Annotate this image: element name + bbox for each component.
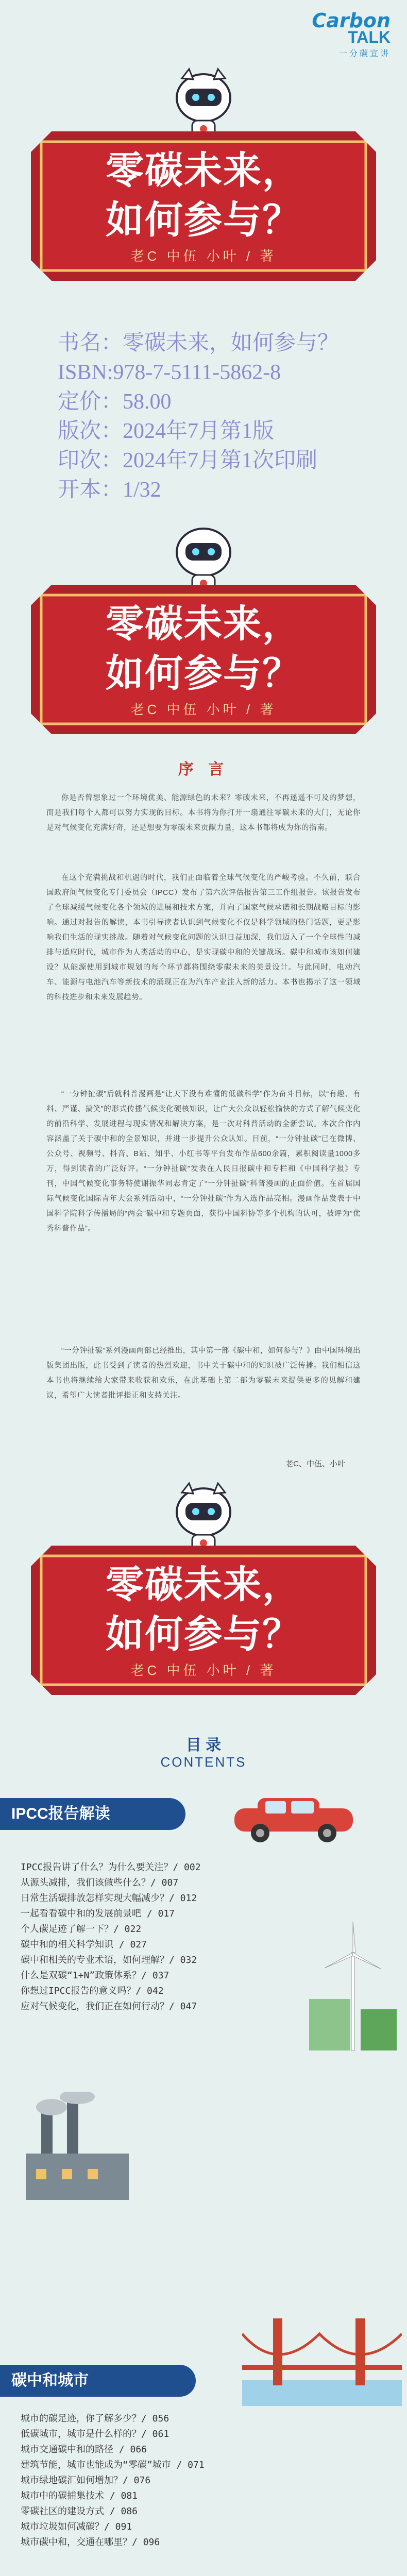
toc-title: 目 录 bbox=[185, 1737, 222, 1754]
book-authors: 老C 中伍 小叶 / 著 bbox=[130, 248, 277, 264]
factory-illustration bbox=[15, 2092, 144, 2205]
preface-paragraph-4: “一分钟扯碳”系列漫画两部已经推出，其中第一部《碳中和，如何参与？》由中国环境出版集团出版，此书受到了读者的热烈欢迎，书中关于碳中和的知识被广泛传播。我们相信这本书也将继续给大家带来收获和欢乐，在此基础上第二部为零碳未来提供更多的见解和建议，希望广大读者批评指正和支持关注。 bbox=[46, 1347, 361, 1400]
info-isbn: ISBN:978-7-5111-5862-8 bbox=[58, 361, 281, 384]
toc-item[interactable]: 个人碳足迹了解一下？/ 022 bbox=[21, 1924, 142, 1935]
preface-title-banner bbox=[31, 585, 376, 734]
info-format: 开本：1/32 bbox=[58, 478, 161, 502]
book-title-line2: 如何参与？ bbox=[106, 198, 301, 242]
bridge-illustration bbox=[242, 2303, 402, 2406]
toc-item[interactable]: 你想过IPCC报告的意义吗？/ 042 bbox=[21, 1986, 164, 1996]
toc-item[interactable]: 从源头减排，我们该做些什么？/ 007 bbox=[21, 1877, 179, 1888]
preface-paragraph-2: 在这个充满挑战和机遇的时代，我们正面临着全球气候变化的严峻考验。不久前，联合国政府间气候变化专门委员会（IPCC）发布了第六次评估报告第三工作组报告。该报告发布了全球减缓气候变化各个领域的进展和技术方案，并向了国家气候承诺和长期战略目标的影响。通过对报告的解读，本书引导读者认识到气候变化不仅是科学领域的热门话题，更是影响我们生活的现实挑战。随着对气候变化问题的认识日益加深，我们迈入了一个全球性的减排与适应时代，城市作为人类活动的中心，是实现碳中和的关键战场。碳中和城市该如何建设？从能源使用到城市规划的每个环节都将围绕零碳未来的美景设计。与此同时，电动汽车、能源与电池汽车等新技术的涌现正在为汽车产业注入新的活力。本书也揭示了这一领域的科技进步和未来发展趋势。 bbox=[46, 874, 361, 1002]
toc-item[interactable]: 城市垃圾如何减碳？/ 091 bbox=[21, 2521, 132, 2532]
book-title-line2: 如何参与？ bbox=[106, 651, 301, 696]
preface-paragraph-1: 你是否曾想象过一个环境优美、能源绿色的未来？零碳未来，不再遥遥不可及的梦想，而是我们每个人都可以努力实现的目标。本书将为你打开一扇通往零碳未来的大门，无论你是对气候变化充满好奇，还是想要为零碳未来贡献力量，这本书都将成为你的指南。 bbox=[46, 794, 361, 832]
toc-item[interactable]: 一起看看碳中和的发展前景吧 / 017 bbox=[21, 1908, 175, 1919]
info-title: 书名：零碳未来，如何参与？ bbox=[58, 331, 340, 355]
toc-item[interactable]: 碳中和的相关科学知识 / 027 bbox=[21, 1939, 147, 1950]
toc-item[interactable]: 城市中的碳捕集技术 / 081 bbox=[21, 2490, 138, 2501]
preface-title: 序 言 bbox=[178, 761, 229, 778]
brand-logo bbox=[312, 9, 391, 59]
toc-item[interactable]: 零碳社区的建设方式 / 086 bbox=[21, 2506, 138, 2517]
book-info bbox=[58, 329, 339, 505]
toc-item[interactable]: 城市的碳足迹，你了解多少？/ 056 bbox=[21, 2413, 169, 2424]
book-title-line1: 零碳未来， bbox=[106, 602, 301, 646]
cover-title-banner bbox=[31, 131, 376, 281]
info-edition: 版次：2024年7月第1版 bbox=[58, 419, 275, 443]
book-authors: 老C 中伍 小叶 / 著 bbox=[130, 1663, 277, 1678]
toc-item[interactable]: 城市交通碳中和的路径 / 066 bbox=[21, 2444, 147, 2455]
preface-signature: 老C、中伍、小叶 bbox=[285, 1460, 345, 1468]
toc-item[interactable]: 城市绿地碳汇如何增加？/ 076 bbox=[21, 2475, 151, 2486]
section-header-ipcc: IPCC报告解读 bbox=[0, 1798, 185, 1830]
contents-title-banner bbox=[31, 1546, 376, 1695]
logo-line2: TALK bbox=[348, 28, 391, 46]
logo-line1: Carbon bbox=[312, 9, 391, 32]
toc-item[interactable]: 碳中和相关的专业术语，如何理解？/ 032 bbox=[21, 1955, 197, 1965]
preface-paragraph-3: “一分钟扯碳”后就科普漫画是“让天下没有难懂的低碳科学”作为奋斗目标，以“有趣、有料、严谨、搞笑”的形式传播气候变化硬核知识，让广大公众以轻松愉快的方式了解气候变化的前沿科学、发展进程与现实情况和解决方案，是一次对科普活动的全新尝试。本次合作内容涵盖了关于碳中和的全景知识，并进一步提升公众认知。目前，“一分钟扯碳”已在微博、公众号、视频号、抖音、B站、知乎、小红书等平台发布作品600余篇，累积阅读量1000多万，得到读者的广泛好评。“一分钟扯碳”发表在人民日报碳中和专栏和《中国科学报》专刊，中国气候变化事务特使谢振华同志肯定了“一分钟扯碳”科普漫画的正面价值。在首届国际气候变化国际青年大会系列活动中，“一分钟扯碳”作为入选作品亮相。漫画作品发表于中国科学院科学传播局的“两会”碳中和专题页面，获得中国科协等多个机构的认可，被评为“优秀科普作品”。 bbox=[46, 1090, 361, 1233]
book-title-line1: 零碳未来， bbox=[106, 1563, 301, 1607]
book-authors: 老C 中伍 小叶 / 著 bbox=[130, 702, 277, 717]
car-illustration bbox=[229, 1788, 363, 1844]
toc-subtitle: CONTENTS bbox=[160, 1754, 247, 1770]
toc-item[interactable]: 低碳城市，城市是什么样的？/ 061 bbox=[21, 2429, 169, 2439]
wind-turbine-illustration bbox=[304, 1922, 402, 2056]
toc-item[interactable]: 应对气候变化，我们正在如何行动？/ 047 bbox=[21, 2001, 197, 2012]
toc-item[interactable]: 什么是双碳“1+N”政策体系？/ 037 bbox=[21, 1970, 169, 1981]
info-printing: 印次：2024年7月第1次印刷 bbox=[58, 449, 318, 472]
book-title-line2: 如何参与？ bbox=[106, 1612, 301, 1656]
toc-item[interactable]: 建筑节能，城市也能成为“零碳”城市 / 071 bbox=[21, 2460, 205, 2470]
toc-item[interactable]: 城市碳中和，交通在哪里？/ 096 bbox=[21, 2537, 160, 2548]
book-title bbox=[31, 146, 376, 245]
logo-line3: 一分碳宣讲 bbox=[338, 49, 391, 58]
info-price: 定价：58.00 bbox=[58, 390, 172, 414]
section-header-city: 碳中和城市 bbox=[0, 2365, 196, 2397]
toc-item[interactable]: IPCC报告讲了什么？为什么要关注？/ 002 bbox=[21, 1862, 201, 1873]
book-title-line1: 零碳未来， bbox=[106, 148, 301, 193]
book-title bbox=[31, 1560, 376, 1659]
toc-item[interactable]: 日常生活碳排放怎样实现大幅减少？/ 012 bbox=[21, 1893, 197, 1904]
book-title bbox=[31, 599, 376, 698]
